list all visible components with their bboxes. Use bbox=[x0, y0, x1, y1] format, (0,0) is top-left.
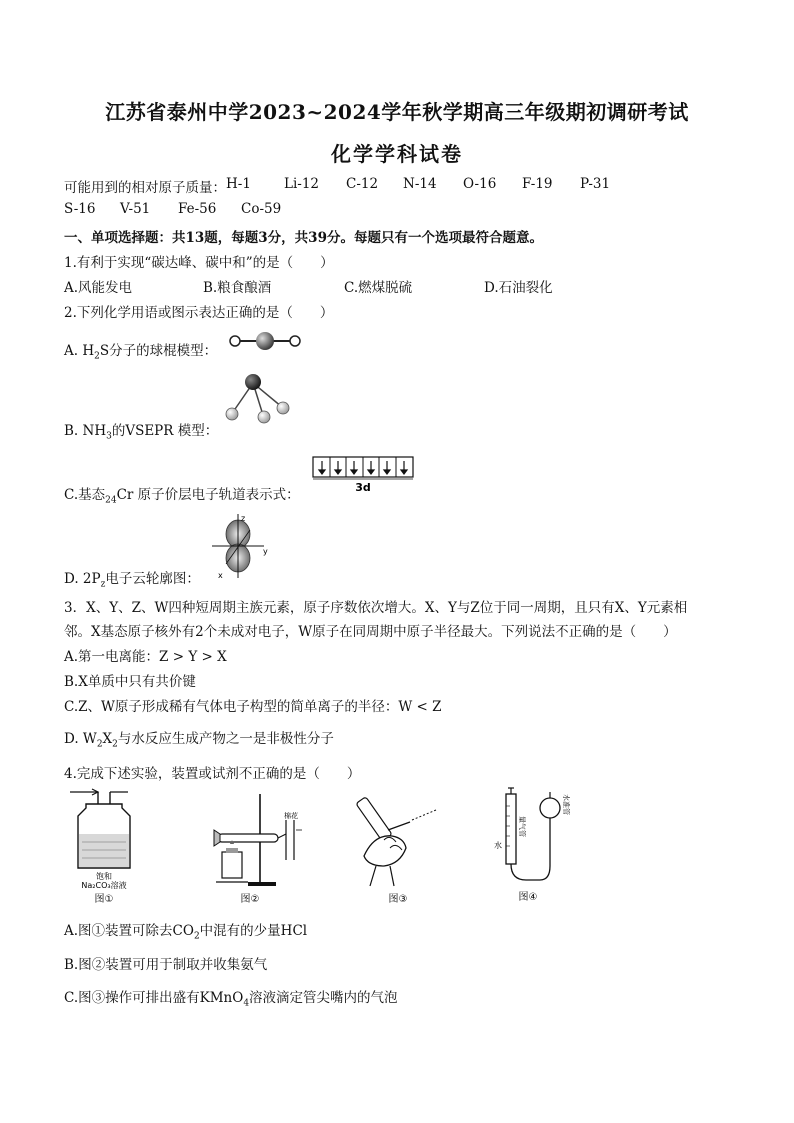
q4-option-a bbox=[64, 919, 308, 942]
subscript: 3 bbox=[106, 431, 112, 442]
exam-title: 江苏省泰州中学2023~2024学年秋学期高三年级期初调研考试 bbox=[105, 100, 689, 124]
figure-1-gas-washing-bottle bbox=[64, 786, 142, 906]
q4-stem: 4.完成下述实验，装置或试剂不正确的是（ ） bbox=[64, 766, 361, 782]
figure-4-gas-measuring-tube bbox=[480, 786, 580, 906]
q4-option-b: B.图②装置可用于制取并收集氨气 bbox=[64, 957, 268, 973]
figure-4-caption: 图④ bbox=[518, 892, 538, 903]
figure-1-caption: 图① bbox=[94, 894, 114, 905]
mass-item: F-19 bbox=[522, 176, 553, 192]
subscript: 2 bbox=[94, 351, 100, 362]
subscript: 4 bbox=[243, 998, 250, 1009]
mass-item: Li-12 bbox=[284, 176, 320, 192]
mass-item: S-16 bbox=[64, 201, 96, 217]
mass-item: P-31 bbox=[580, 176, 611, 192]
q4-a-text: A.图①装置可除去CO bbox=[64, 923, 194, 939]
atomic-masses-label: 可能用到的相对原子质量： bbox=[64, 180, 226, 196]
q2-b-text: 的VSEPR 模型： bbox=[111, 423, 219, 439]
axis-y-label: y bbox=[263, 547, 268, 556]
axis-x-label: x bbox=[218, 571, 223, 580]
mass-item: O-16 bbox=[463, 176, 497, 192]
q3-option-c: C.Z、W原子形成稀有气体电子构型的简单离子的半径：W < Z bbox=[64, 699, 442, 715]
q3-option-a: A.第一电离能：Z > Y > X bbox=[64, 649, 227, 665]
subscript: 24 bbox=[105, 495, 117, 506]
q2-option-a bbox=[64, 339, 218, 362]
q2-d-text: D. 2P bbox=[64, 571, 101, 587]
section-heading: 一、单项选择题：共13题，每题3分，共39分。每题只有一个选项最符合题意。 bbox=[64, 230, 543, 246]
axis-z-label: z bbox=[241, 514, 246, 523]
q2-c-text: Cr 原子价层电子轨道表示式： bbox=[116, 487, 300, 503]
cr-3d-orbital-diagram bbox=[312, 456, 416, 496]
q2-option-b bbox=[64, 419, 219, 442]
subscript: 2 bbox=[96, 739, 103, 750]
exam-subtitle: 化学学科试卷 bbox=[331, 142, 463, 166]
q4-a-text: 中混有的少量HCl bbox=[199, 923, 308, 939]
figure-2-ammonia-apparatus bbox=[210, 790, 302, 906]
q2-option-d bbox=[64, 567, 200, 590]
q3-option-b: B.X单质中只有共价键 bbox=[64, 674, 196, 690]
figure-2-caption: 图② bbox=[240, 894, 260, 905]
q3-stem-line1: 3．X、Y、Z、W四种短周期主族元素，原子序数依次增大。X、Y与Z位于同一周期，且只有X、Y元素相 bbox=[64, 600, 688, 616]
q2-option-c bbox=[64, 483, 300, 506]
figure-1-label: 饱和 bbox=[96, 872, 112, 881]
q3-d-text: 与水反应生成产物之一是非极性分子 bbox=[117, 731, 334, 747]
q2-b-text: B. NH bbox=[64, 423, 107, 439]
subscript: z bbox=[100, 579, 106, 590]
h2s-ball-stick-model bbox=[226, 330, 306, 352]
q3-d-text: X bbox=[102, 731, 113, 747]
figure-3-caption: 图③ bbox=[388, 894, 408, 905]
q2-a-text: S分子的球棍模型： bbox=[99, 343, 218, 359]
figure-1-label: Na₂CO₃溶液 bbox=[81, 881, 127, 890]
orbital-label: 3d bbox=[355, 481, 371, 494]
figure-4-funnel-label: 水准管 bbox=[562, 794, 570, 815]
q4-c-text: C.图③操作可排出盛有KMnO bbox=[64, 990, 244, 1006]
2pz-electron-cloud bbox=[200, 512, 276, 584]
atomic-masses-row1 bbox=[64, 176, 610, 196]
q1-option-d: D.石油裂化 bbox=[484, 280, 553, 296]
mass-item: C-12 bbox=[346, 176, 379, 192]
mass-item: Fe-56 bbox=[178, 201, 217, 217]
nh3-vsepr-model bbox=[218, 368, 298, 428]
mass-item: N-14 bbox=[403, 176, 437, 192]
mass-item: V-51 bbox=[120, 201, 151, 217]
q1-option-a: A.风能发电 bbox=[64, 280, 133, 296]
mass-item: Co-59 bbox=[241, 201, 282, 217]
figure-3-burette-bubble-removal bbox=[350, 790, 450, 906]
q1-option-c: C.燃煤脱硫 bbox=[344, 280, 413, 296]
q3-option-d bbox=[64, 727, 334, 750]
mass-item: H-1 bbox=[226, 176, 251, 192]
q2-d-text: 电子云轮廓图： bbox=[105, 571, 200, 587]
subscript: 2 bbox=[193, 931, 200, 942]
q4-option-c bbox=[64, 986, 398, 1009]
q2-a-text: A. H bbox=[64, 343, 95, 359]
q1-stem: 1.有利于实现“碳达峰、碳中和”的是（ ） bbox=[64, 255, 334, 271]
q2-stem: 2.下列化学用语或图示表达正确的是（ ） bbox=[64, 305, 334, 321]
q3-stem-line2: 邻。X基态原子核外有2个未成对电子，W原子在同周期中原子半径最大。下列说法不正确的是（ ） bbox=[64, 624, 677, 640]
q1-option-b: B.粮食酿酒 bbox=[203, 280, 272, 296]
figure-4-water-label: 水 bbox=[494, 841, 502, 850]
q2-c-text: C.基态 bbox=[64, 487, 106, 503]
subscript: 2 bbox=[112, 739, 118, 750]
q3-d-text: D. W bbox=[64, 731, 97, 747]
figure-2-label: 棉花 bbox=[284, 812, 298, 820]
figure-4-tube-label: 量气管 bbox=[518, 816, 526, 837]
q4-c-text: 溶液滴定管尖嘴内的气泡 bbox=[249, 990, 398, 1006]
atomic-masses-row2 bbox=[64, 201, 281, 217]
